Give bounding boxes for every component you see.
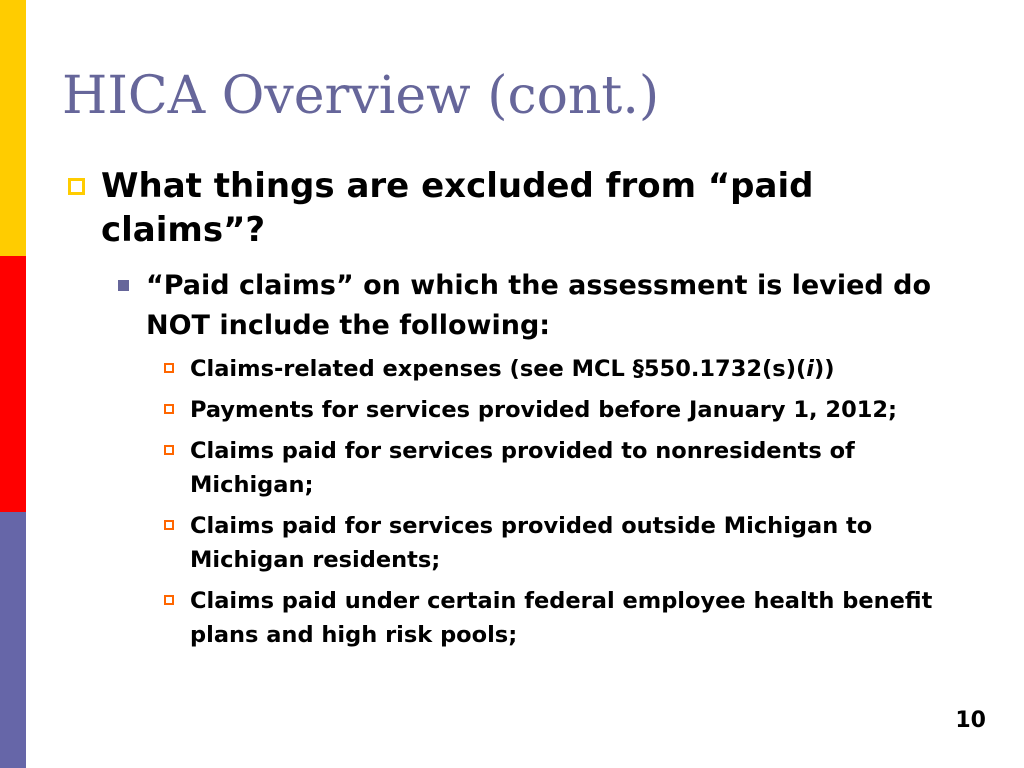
list-item-text-start: Claims-related expenses (see MCL §550.1732(s)( — [190, 356, 807, 382]
list-item — [164, 352, 964, 386]
hollow-square-bullet-icon — [164, 445, 174, 455]
accent-bar-purple — [0, 512, 26, 768]
hollow-square-bullet-icon — [164, 520, 174, 530]
bullet-level1-text: What things are excluded from “paid claims”? — [101, 166, 814, 250]
accent-bar-yellow — [0, 0, 26, 256]
list-item — [164, 584, 964, 652]
list-item — [164, 393, 964, 427]
exclusion-list — [164, 352, 964, 659]
list-item-text: Claims paid for services provided to nonresidents of Michigan; — [190, 438, 855, 498]
list-item-text — [190, 352, 964, 386]
bullet-level2 — [118, 266, 958, 346]
accent-bar-red — [0, 256, 26, 512]
list-item — [164, 434, 964, 502]
list-item-text: Claims paid under certain federal employee health benefit plans and high risk pools; — [190, 588, 933, 648]
hollow-square-bullet-icon — [68, 178, 85, 195]
bullet-level1 — [68, 164, 948, 252]
hollow-square-bullet-icon — [164, 404, 174, 414]
bullet-level2-text: “Paid claims” on which the assessment is levied do NOT include the following: — [146, 270, 932, 341]
list-item-text: Claims paid for services provided outside Michigan to Michigan residents; — [190, 513, 873, 573]
filled-square-bullet-icon — [118, 280, 129, 291]
hollow-square-bullet-icon — [164, 595, 174, 605]
page-number: 10 — [955, 708, 986, 733]
list-item-text: Payments for services provided before January 1, 2012; — [190, 397, 898, 423]
list-item-text-italic: i — [806, 356, 814, 382]
slide-title: HICA Overview (cont.) — [62, 66, 660, 126]
hollow-square-bullet-icon — [164, 363, 174, 373]
list-item-text-end: )) — [814, 356, 835, 382]
list-item — [164, 509, 964, 577]
